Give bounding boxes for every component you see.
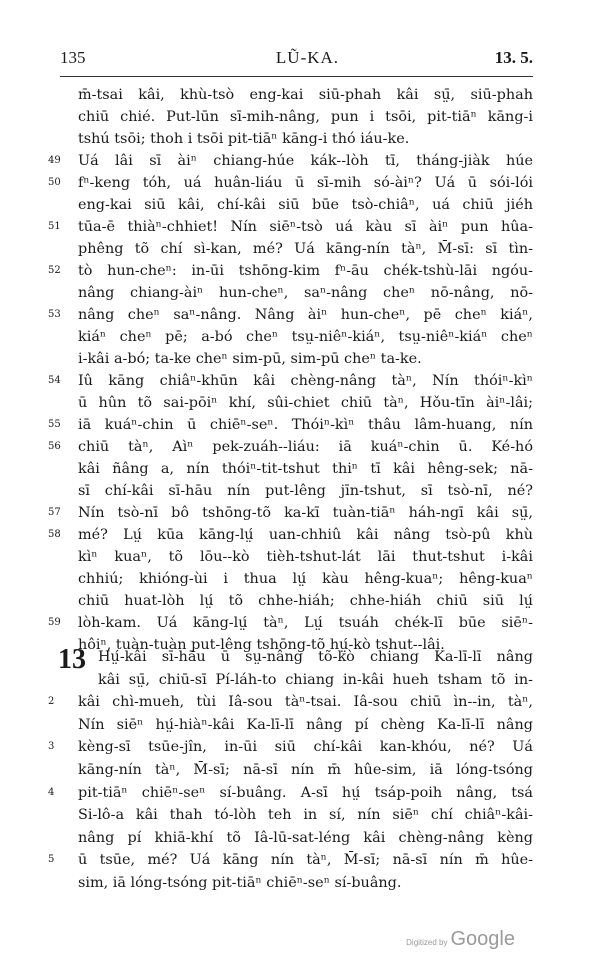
text-line: kìⁿ kuaⁿ, tõ lōu--kò tièh-tshut-lát lāi thut-tshut i-kâi (78, 549, 533, 565)
text-line: kāng-nín tàⁿ, M̄-sī; nā-sī nín m̄ hûe-sim, iā lóng-tsóng (78, 762, 533, 778)
text-line: iā kuáⁿ-chin ū chiēⁿ-seⁿ. Thóiⁿ-kìⁿ thâu lâm-huang, nín (78, 417, 533, 433)
verse-number: 53 (48, 309, 61, 320)
text-line: sim, iā lóng-tsóng pit-tiāⁿ chiēⁿ-seⁿ sí-buâng. (78, 875, 402, 891)
verse-number: 52 (48, 265, 61, 276)
verse-number: 55 (48, 419, 61, 430)
text-line: chhiú; khióng-ùi i thua lṳ́ kàu hêng-kuaⁿ; hêng-kuaⁿ (78, 571, 533, 587)
text-line: kâi ñâng a, nín thóiⁿ-tit-tshut thiⁿ tī kâi hêng-sek; nā- (78, 461, 533, 477)
text-line: m̄-tsai kâi, khù-tsò eng-kai siū-phah kâi sṳ̄, siū-phah (78, 87, 533, 103)
verse-number: 58 (48, 529, 61, 540)
header-rule (60, 76, 533, 77)
chapter-number: 13 (58, 644, 86, 675)
text-line: phêng tõ chí sì-kan, mé? Uá kāng-nín tàⁿ, M̄-sī: sī tìn- (78, 241, 533, 257)
text-line: tūa-ē thiàⁿ-chhiet! Nín siēⁿ-tsò uá kàu sī àiⁿ pun hûa- (78, 219, 533, 235)
verse-number: 4 (48, 787, 55, 798)
text-line: fⁿ-keng tóh, uá huân-liáu ū sī-mih só-àiⁿ? Uá ū sói-lói (78, 175, 533, 191)
chapter-verse-reference: 13. 5. (494, 48, 533, 67)
verse-number: 50 (48, 177, 61, 188)
text-line: chiū tàⁿ, Aìⁿ pek-zuáh--liáu: iā kuáⁿ-chin ū. Ké-hó (78, 439, 533, 455)
verse-number: 49 (48, 155, 61, 166)
verse-number: 54 (48, 375, 61, 386)
text-line: nâng cheⁿ saⁿ-nâng. Nâng àiⁿ hun-cheⁿ, pē cheⁿ kiáⁿ, (78, 307, 533, 323)
text-line: tò hun-cheⁿ: in-ūi tshōng-kim fⁿ-āu chék-tshù-lāi ngóu- (78, 263, 533, 279)
text-line: kâi chì-mueh, tùi Iâ-sou tàⁿ-tsai. Iâ-sou chiū ìn--in, tàⁿ, (78, 694, 533, 710)
text-line: Hṳ́-kâi sī-hāu ū sṳ-nâng tõ-kò chiang Ka-lī-lī nâng (98, 649, 533, 665)
text-line: ū hûn tõ sai-pōiⁿ khí, sûi-chiet chiū tàⁿ, Hǒu-tīn àiⁿ-lâi; (78, 395, 533, 411)
verse-number: 59 (48, 617, 61, 628)
text-line: Nín siēⁿ hṳ́-hiàⁿ-kâi Ka-lī-lī nâng pí chèng Ka-lī-lī nâng (78, 717, 533, 733)
text-line: mé? Lṳ́ kūa kāng-lṳ́ uan-chhiû kâi nâng tsò-pû khù (78, 527, 533, 543)
verse-number: 56 (48, 441, 61, 452)
verse-number: 5 (48, 854, 55, 865)
verse-number: 3 (48, 741, 55, 752)
watermark-brand: Google (450, 928, 515, 950)
text-line: sī chí-kâi sī-hāu nín put-lêng jīn-tshut, sī tsò-nī, né? (78, 483, 533, 499)
text-line: Iû kāng chiâⁿ-khūn kâi chèng-nâng tàⁿ, Nín thóiⁿ-kìⁿ (78, 373, 533, 389)
running-title: LŨ-KA. (275, 48, 340, 67)
text-line: ū tsūe, mé? Uá kāng nín tàⁿ, M̄-sī; nā-sī nín m̄ hûe- (78, 852, 533, 868)
text-line: chiū huat-lòh lṳ́ tõ chhe-hiáh; chhe-hiáh chiū siū lṳ́ (78, 593, 533, 609)
verse-number: 57 (48, 507, 61, 518)
text-line: kâi sṳ̄, chiū-sī Pí-láh-to chiang in-kâi hueh tsham tõ in- (98, 672, 533, 688)
text-line: Uá lâi sī àiⁿ chiang-húe kák--lòh tī, tháng-jiàk húe (78, 153, 533, 169)
text-line: Si-lô-a kâi thah tó-lòh teh in sí, nín siēⁿ chí chiâⁿ-kâi- (78, 807, 533, 823)
text-line: lòh-kam. Uá kāng-lṳ́ tàⁿ, Lṳ́ tsuáh chék-lī būe siēⁿ- (78, 615, 533, 631)
page-header (0, 48, 615, 74)
text-line: hôiⁿ, tuàn-tuàn put-lêng tshōng-tõ hṳ́-kò tshut--lâi. (78, 637, 445, 653)
verse-number: 2 (48, 696, 55, 707)
text-line: kiáⁿ cheⁿ pē; a-bó cheⁿ tsṳ-niêⁿ-kiáⁿ, tsṳ-niêⁿ-kiáⁿ cheⁿ (78, 329, 533, 345)
text-line: kèng-sī tsūe-jîn, in-ūi siū chí-kâi kan-khóu, né? Uá (78, 739, 533, 755)
text-line: chiū chié. Put-lūn sī-mih-nâng, pun i tsōi, pit-tiāⁿ kāng-i (78, 109, 533, 125)
text-line: Nín tsò-nī bô tshōng-tõ ka-kī tuàn-tiāⁿ háh-ngī kâi sṳ̄, (78, 505, 533, 521)
page-number: 135 (60, 48, 86, 67)
verse-number: 51 (48, 221, 61, 232)
text-line: pit-tiāⁿ chiēⁿ-seⁿ sí-buâng. A-sī hṳ́ tsáp-poih nâng, tsá (78, 785, 533, 801)
text-line: eng-kai siū kâi, chí-kâi siū būe tsò-chiâⁿ, uá chiū jiéh (78, 197, 533, 213)
text-line: i-kâi a-bó; ta-ke cheⁿ sim-pū, sim-pū cheⁿ ta-ke. (78, 351, 422, 367)
watermark-prefix: Digitized by (406, 938, 448, 947)
text-line: tshú tsōi; thoh i tsōi pit-tiāⁿ kāng-i thó iáu-ke. (78, 131, 410, 147)
text-line: nâng chiang-àiⁿ hun-cheⁿ, saⁿ-nâng cheⁿ nō-nâng, nō- (78, 285, 533, 301)
text-line: nâng pí khiā-khí tõ Iâ-lū-sat-léng kâi chèng-nâng kèng (78, 830, 533, 846)
digitized-watermark (406, 928, 515, 951)
